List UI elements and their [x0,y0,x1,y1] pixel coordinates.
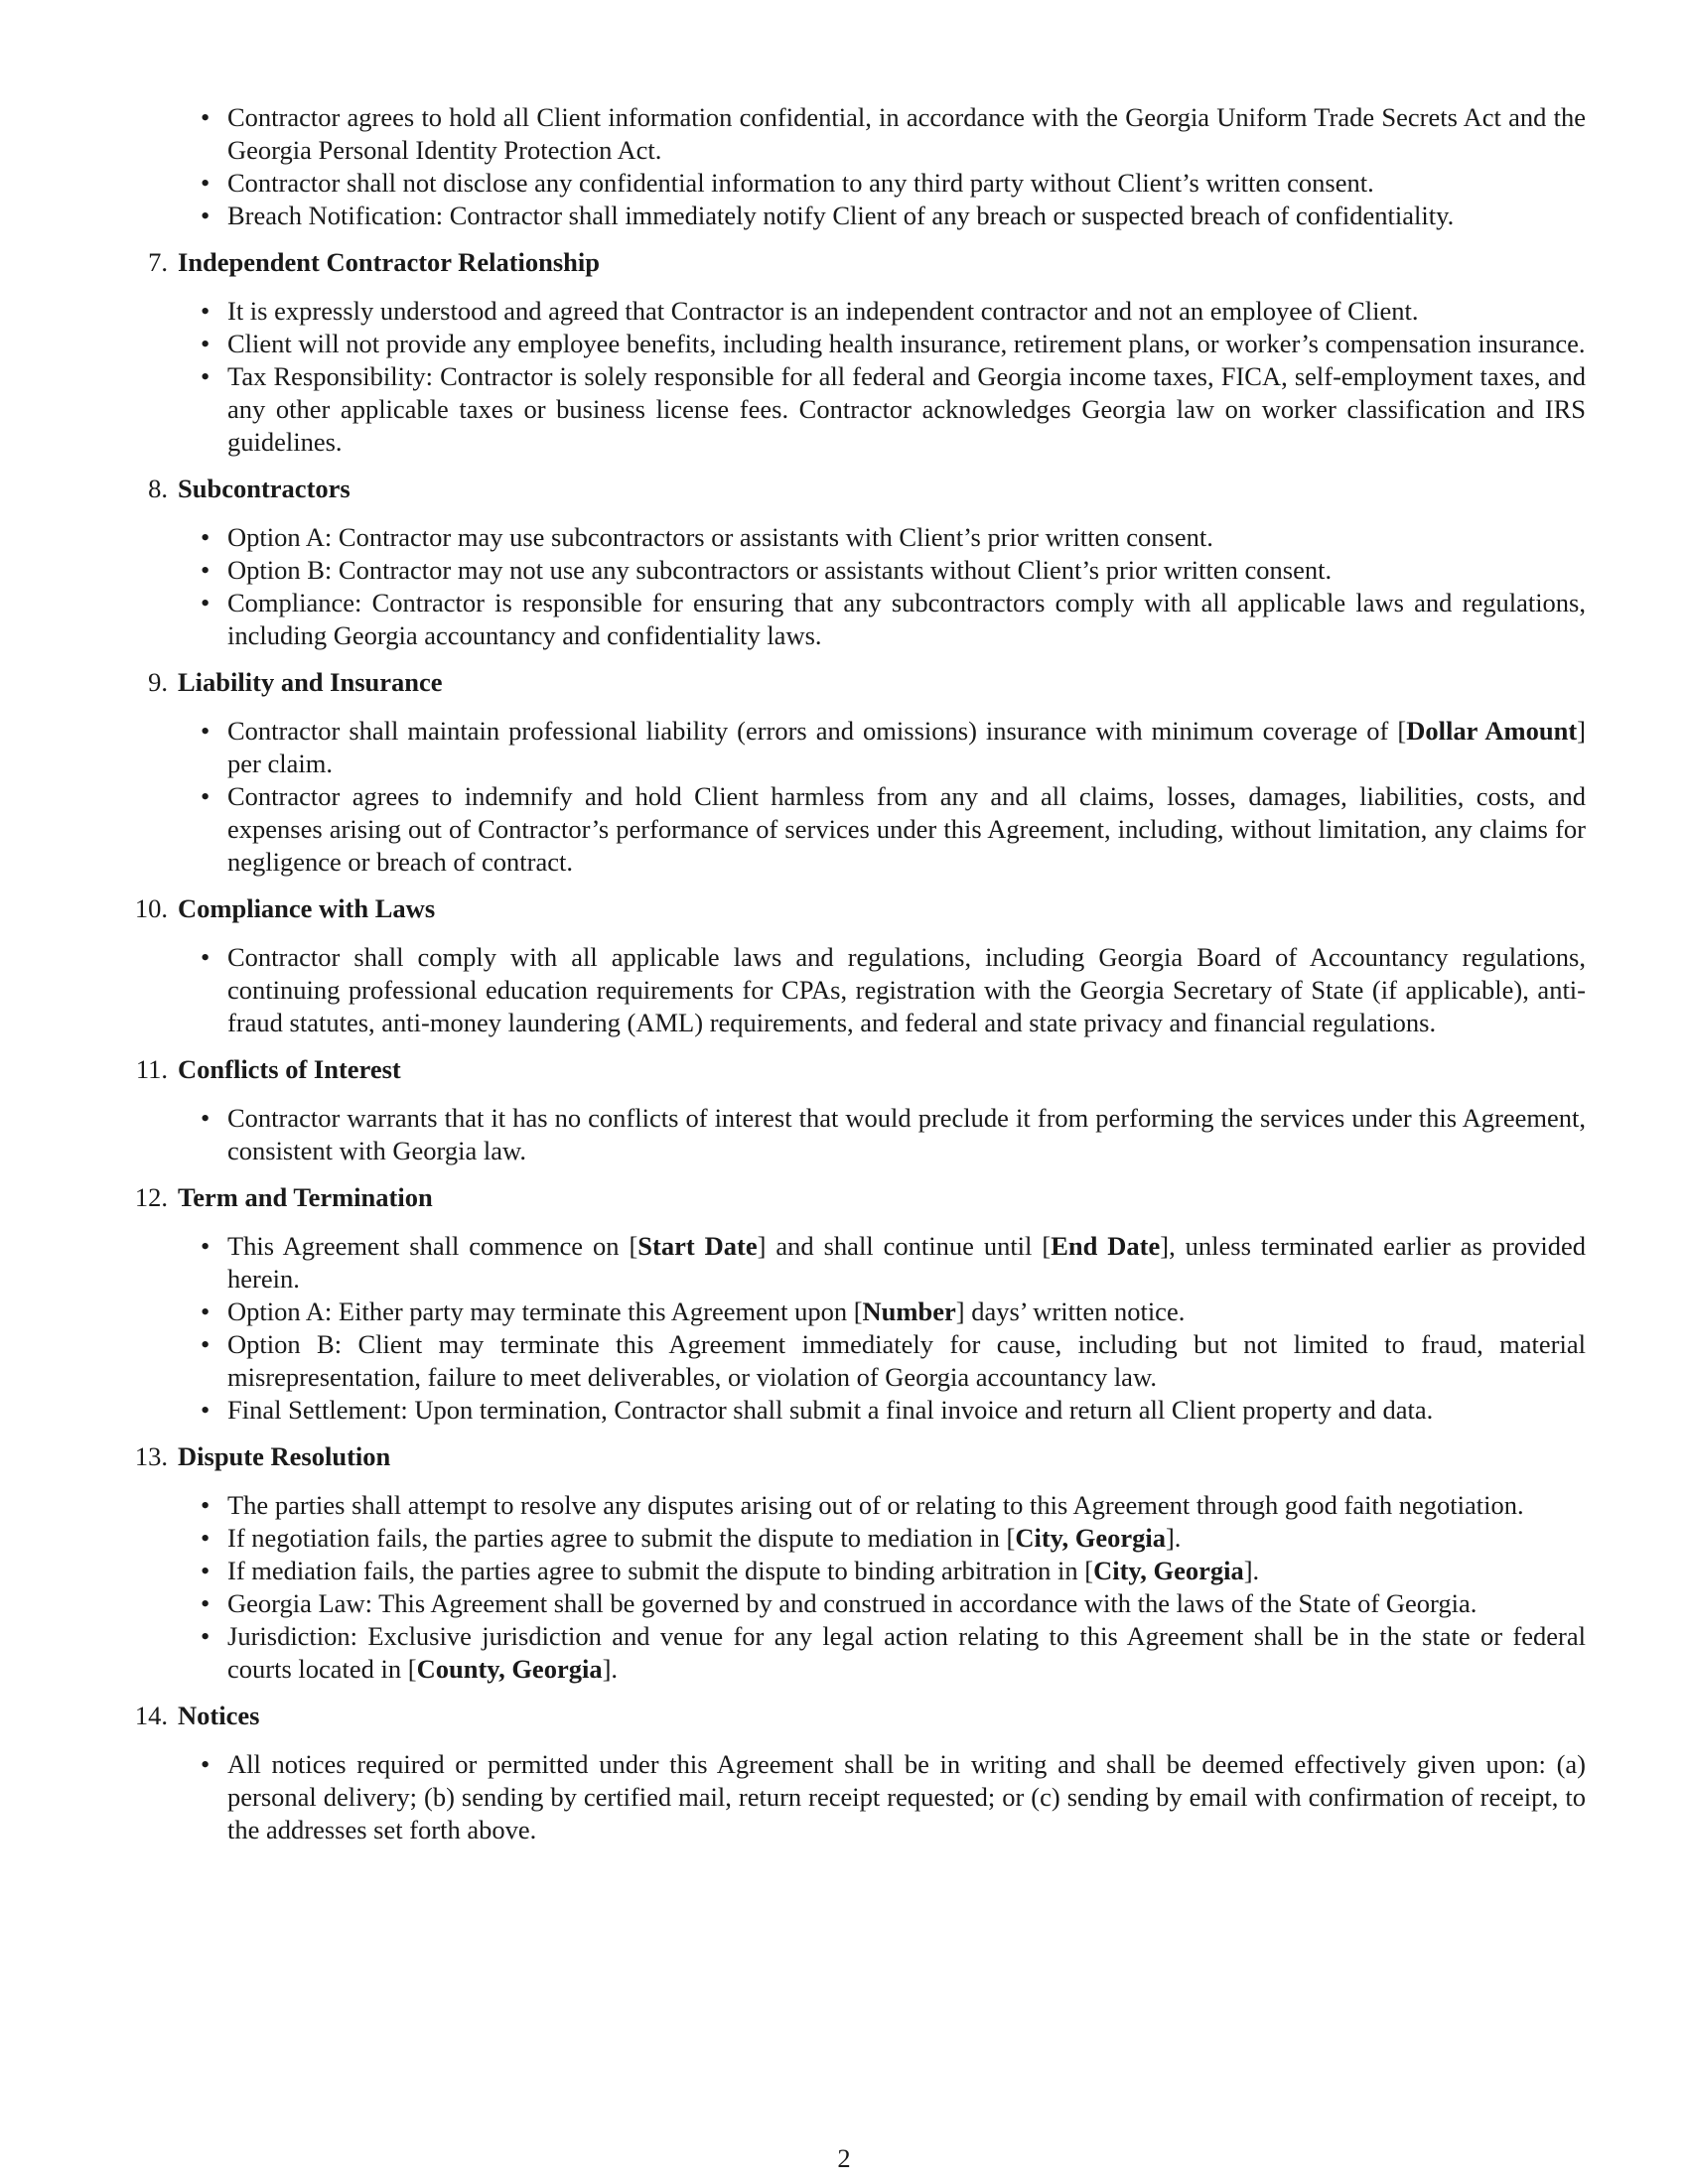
section-13 [129,1440,1586,1686]
section-heading [129,666,1586,699]
bullet-item: • Client will not provide any employee benefits, including health insurance, retirement plans, or worker’s compensation insurance. [227,328,1586,360]
bullet-item: • Georgia Law: This Agreement shall be governed by and construed in accordance with the laws of the State of Georgia. [227,1587,1586,1620]
bullet-item: • This Agreement shall commence on [Start Date] and shall continue until [End Date], unless terminated earlier as provided herein. [227,1230,1586,1296]
section-title: Term and Termination [178,1182,433,1212]
section-8 [129,473,1586,652]
section-number: 8. [148,474,168,503]
section-heading [129,1700,1586,1732]
placeholder-field: Start Date [637,1231,758,1261]
section-12 [129,1181,1586,1427]
bullet-item: • Contractor shall maintain professional liability (errors and omissions) insurance with minimum coverage of [Dollar Amount] per claim. [227,715,1586,780]
section-bullet-list [129,1230,1586,1427]
section-title: Subcontractors [178,474,351,503]
section-bullet-list [129,941,1586,1039]
bullet-item: • Option B: Client may terminate this Agreement immediately for cause, including but not limited to fraud, material misrepresentation, failure to meet deliverables, or violation of Georgia accountancy law. [227,1328,1586,1394]
page-number: 2 [837,2143,851,2173]
bullet-item: • Contractor agrees to hold all Client information confidential, in accordance with the Georgia Uniform Trade Secrets Act and the Georgia Personal Identity Protection Act. [227,101,1586,167]
bullet-item: • Final Settlement: Upon termination, Contractor shall submit a final invoice and return all Client property and data. [227,1394,1586,1427]
bullet-item: • Contractor shall not disclose any confidential information to any third party without Client’s written consent. [227,167,1586,200]
bullet-item: • Jurisdiction: Exclusive jurisdiction and venue for any legal action relating to this Agreement shall be in the state or federal courts located in [County, Georgia]. [227,1620,1586,1686]
intro-bullet-list [227,101,1586,232]
section-bullet-list [129,521,1586,652]
section-number: 7. [148,247,168,277]
placeholder-field: County, Georgia [416,1654,603,1684]
bullet-item: • Compliance: Contractor is responsible for ensuring that any subcontractors comply with all applicable laws and regulations, including Georgia accountancy and confidentiality laws. [227,587,1586,652]
section-heading [129,1181,1586,1214]
placeholder-field: Dollar Amount [1406,716,1578,746]
section-number: 11. [135,1054,168,1084]
bullet-item: • If mediation fails, the parties agree to submit the dispute to binding arbitration in [City, Georgia]. [227,1555,1586,1587]
section-heading [129,473,1586,505]
section-number: 9. [148,667,168,697]
section-9 [129,666,1586,879]
section-title: Dispute Resolution [178,1441,391,1471]
bullet-item: • Breach Notification: Contractor shall immediately notify Client of any breach or suspected breach of confidentiality. [227,200,1586,232]
section-title: Compliance with Laws [178,893,436,923]
bullet-item: • The parties shall attempt to resolve any disputes arising out of or relating to this Agreement through good faith negotiation. [227,1489,1586,1522]
section-title: Independent Contractor Relationship [178,247,601,277]
section-heading [129,1053,1586,1086]
section-10 [129,892,1586,1039]
placeholder-field: City, Georgia [1015,1523,1166,1553]
section-number: 13. [134,1441,168,1471]
section-bullet-list [129,295,1586,459]
section-bullet-list [129,1748,1586,1846]
section-heading [129,1440,1586,1473]
bullet-item: • If negotiation fails, the parties agree to submit the dispute to mediation in [City, Georgia]. [227,1522,1586,1555]
section-11 [129,1053,1586,1167]
section-title: Conflicts of Interest [178,1054,401,1084]
bullet-item: • All notices required or permitted under this Agreement shall be in writing and shall be deemed effectively given upon: (a) personal delivery; (b) sending by certified mail, return receipt requested; or (c) sending by email with confirmation of receipt, to the addresses set forth above. [227,1748,1586,1846]
section-bullet-list [129,1489,1586,1686]
section-list [129,246,1586,1860]
section-title: Liability and Insurance [178,667,443,697]
bullet-item: • Tax Responsibility: Contractor is solely responsible for all federal and Georgia income taxes, FICA, self-employment taxes, and any other applicable taxes or business license fees. Contractor acknowledges Georgia law on worker classification and IRS guidelines. [227,360,1586,459]
section-bullet-list [129,1102,1586,1167]
placeholder-field: End Date [1051,1231,1161,1261]
section-number: 10. [134,893,168,923]
section-number: 14. [134,1701,168,1730]
section-7 [129,246,1586,459]
placeholder-field: City, Georgia [1093,1556,1244,1585]
section-14 [129,1700,1586,1846]
bullet-item: • It is expressly understood and agreed that Contractor is an independent contractor and not an employee of Client. [227,295,1586,328]
bullet-item: • Option B: Contractor may not use any subcontractors or assistants without Client’s prior written consent. [227,554,1586,587]
bullet-item: • Option A: Contractor may use subcontractors or assistants with Client’s prior written consent. [227,521,1586,554]
bullet-item: • Contractor shall comply with all applicable laws and regulations, including Georgia Board of Accountancy regulations, continuing professional education requirements for CPAs, registration with the Georgia Secretary of State (if applicable), anti-fraud statutes, anti-money laundering (AML) requirements, and federal and state privacy and financial regulations. [227,941,1586,1039]
bullet-item: • Contractor agrees to indemnify and hold Client harmless from any and all claims, losses, damages, liabilities, costs, and expenses arising out of Contractor’s performance of services under this Agreement, including, without limitation, any claims for negligence or breach of contract. [227,780,1586,879]
section-heading [129,892,1586,925]
section-heading [129,246,1586,279]
bullet-item: • Contractor warrants that it has no conflicts of interest that would preclude it from performing the services under this Agreement, consistent with Georgia law. [227,1102,1586,1167]
section-number: 12. [134,1182,168,1212]
placeholder-field: Number [862,1297,956,1326]
section-title: Notices [178,1701,260,1730]
section-bullet-list [129,715,1586,879]
bullet-item: • Option A: Either party may terminate this Agreement upon [Number] days’ written notice. [227,1296,1586,1328]
